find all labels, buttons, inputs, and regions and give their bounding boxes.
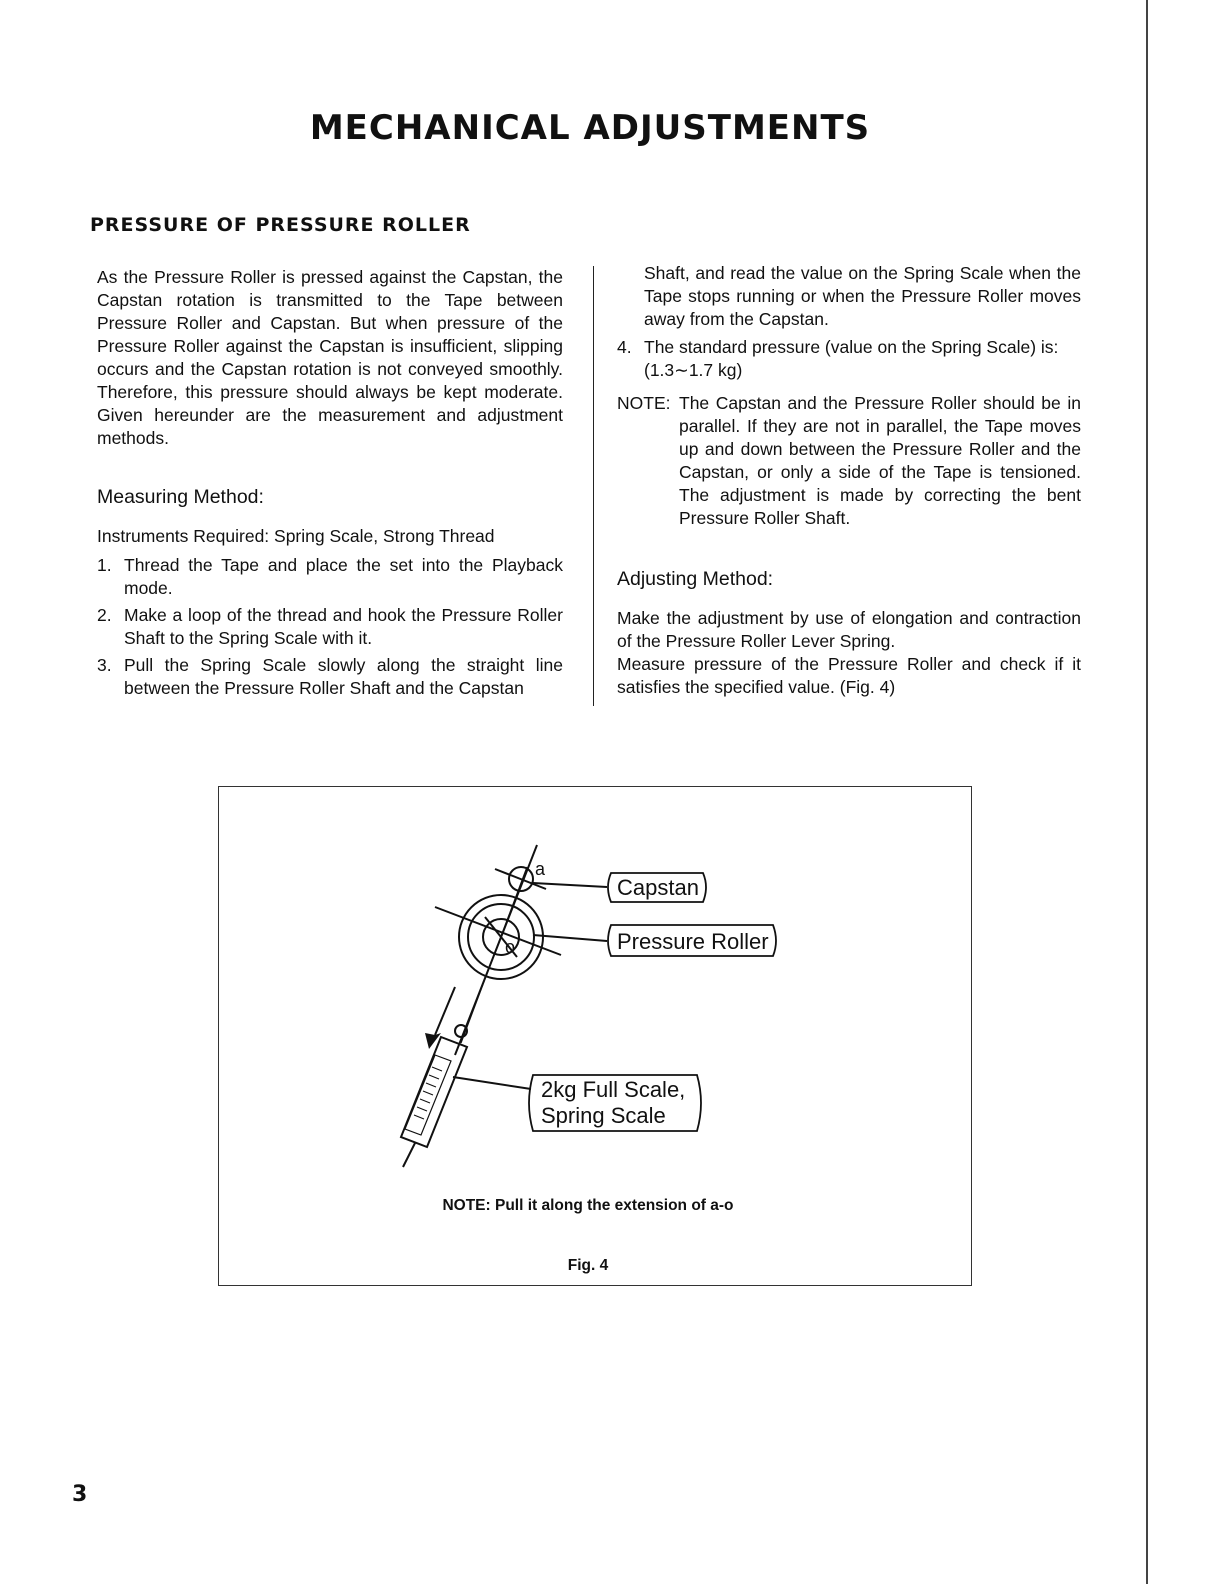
note-text: The Capstan and the Pressure Roller should be in parallel. If they are not in parallel, the Tape moves up and down between the Pressure Roller and the Capstan, or only a side of the Tape is tensioned. The adjustment is made by correcting the bent Pressure Roller Shaft. — [679, 393, 1081, 528]
capstan-leader-line — [533, 883, 607, 887]
intro-paragraph: As the Pressure Roller is pressed against the Capstan, the Capstan rotation is transmitted to the Tape between Pressure Roller and Capstan. But when pressure of the Pressure Roller against the Capstan is insufficient, slipping occurs and the Capstan rotation is not conveyed smoothly. Therefore, this pressure should always be kept moderate. Given hereunder are the measurement and adjustment methods. — [97, 267, 563, 448]
step-text: Thread the Tape and place the set into the Playback mode. — [124, 555, 563, 598]
adjusting-text-2: Measure pressure of the Pressure Roller and check if it satisfies the specified value. (Fig. 4) — [617, 654, 1081, 697]
page-number: 3 — [72, 1482, 88, 1507]
step-text: The standard pressure (value on the Spring Scale) is: (1.3∼1.7 kg) — [644, 337, 1059, 380]
right-column — [617, 262, 1081, 699]
pressure-roller-leader-line — [533, 935, 607, 941]
instruments-required: Instruments Required: Spring Scale, Strong Thread — [97, 526, 495, 546]
left-column — [97, 266, 563, 704]
point-a-label: a — [535, 859, 546, 879]
point-o-label: o — [505, 937, 516, 957]
step-number: 2. — [97, 605, 112, 625]
step-3-continued: Shaft, and read the value on the Spring Scale when the Tape stops running or when the Pressure Roller moves away from the Capstan. — [644, 263, 1081, 329]
spring-scale-label-line2: Spring Scale — [541, 1103, 666, 1128]
step-text: Make a loop of the thread and hook the Pressure Roller Shaft to the Spring Scale with it. — [124, 605, 563, 648]
step-2 — [97, 604, 563, 650]
figure-caption: Fig. 4 — [567, 1257, 609, 1274]
adjusting-method-heading: Adjusting Method: — [617, 568, 774, 590]
note-block — [617, 392, 1081, 530]
column-divider — [593, 266, 594, 706]
capstan-label: Capstan — [617, 875, 699, 900]
step-3 — [97, 654, 563, 700]
figure-4 — [218, 786, 972, 1286]
step-4 — [617, 336, 1081, 382]
step-number: 3. — [97, 655, 112, 675]
figure-note: NOTE: Pull it along the extension of a-o — [442, 1197, 734, 1214]
pull-arrow-shaft — [435, 987, 455, 1035]
spring-scale-leader-line — [453, 1077, 531, 1089]
pressure-roller-label: Pressure Roller — [617, 929, 769, 954]
note-label: NOTE: — [617, 393, 671, 413]
step-number: 1. — [97, 555, 112, 575]
page-title: MECHANICAL ADJUSTMENTS — [309, 108, 871, 148]
adjusting-text-1: Make the adjustment by use of elongation and contraction of the Pressure Roller Lever Spring. — [617, 608, 1081, 651]
spring-scale-label-line1: 2kg Full Scale, — [541, 1077, 686, 1102]
step-number: 4. — [617, 337, 632, 357]
thread-line — [461, 867, 527, 1043]
measuring-steps — [97, 554, 563, 700]
step-1 — [97, 554, 563, 600]
step-text: Pull the Spring Scale slowly along the straight line between the Pressure Roller Shaft and the Capstan — [124, 655, 563, 698]
spring-scale-handle — [403, 1143, 415, 1167]
page-edge-line — [1146, 0, 1148, 1584]
spring-scale-body — [401, 1037, 467, 1147]
section-heading: PRESSURE OF PRESSURE ROLLER — [90, 214, 471, 236]
measuring-method-heading: Measuring Method: — [97, 486, 264, 508]
